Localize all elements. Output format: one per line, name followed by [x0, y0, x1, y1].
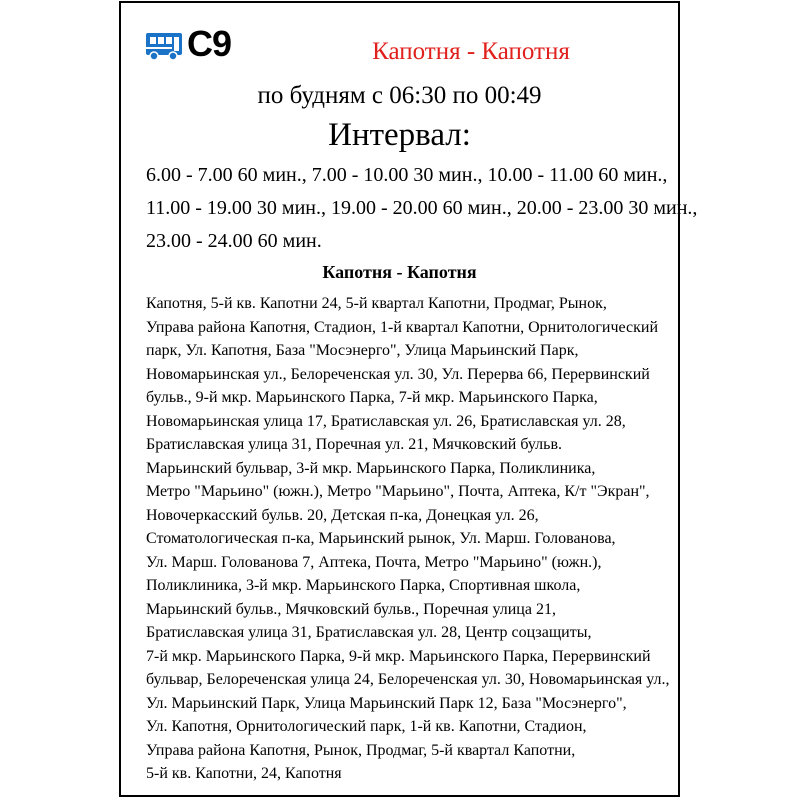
stop-line: бульв., 9-й мкр. Марьинского Парка, 7-й мкр. Марьинского Парка,: [146, 389, 598, 406]
bus-icon: [145, 30, 183, 62]
interval-line: 11.00 - 19.00 30 мин., 19.00 - 20.00 60 мин., 20.00 - 23.00 30 мин.,: [146, 197, 698, 219]
stop-line: Марьинский бульвар, 3-й мкр. Марьинского Парка, Поликлиника,: [146, 459, 596, 477]
stop-line: Марьинский бульв., Мячковский бульв., Поречная улица 21,: [146, 600, 556, 618]
stop-line: Ул. Марьинский Парк, Улица Марьинский Парк 12, База "Мосэнерго",: [146, 694, 627, 712]
stop-line: 7-й мкр. Марьинского Парка, 9-й мкр. Марьинского Парка, Перервинский: [146, 647, 651, 665]
stop-line: Новомарьинская ул., Белореченская ул. 30, Ул. Перерва 66, Перервинский: [146, 365, 650, 383]
stop-line: Новомарьинская улица 17, Братиславская ул. 26, Братиславская ул. 28,: [146, 412, 626, 430]
interval-line: 6.00 - 7.00 60 мин., 7.00 - 10.00 30 мин., 10.00 - 11.00 60 мин.,: [146, 164, 668, 186]
stop-line: Братиславская улица 31, Поречная ул. 21, Мячковский бульв.: [146, 436, 563, 453]
stop-line: Управа района Капотня, Рынок, Продмаг, 5-й квартал Капотни,: [146, 741, 576, 759]
stop-line: Братиславская улица 31, Братиславская ул. 28, Центр соцзащиты,: [146, 624, 592, 641]
stop-line: 5-й кв. Капотни, 24, Капотня: [146, 765, 342, 782]
interval-list: [146, 159, 698, 258]
schedule-text: по будням с 06:30 по 00:49: [257, 82, 542, 109]
interval-line: 23.00 - 24.00 60 мин.: [146, 230, 322, 252]
stop-line: парк, Ул. Капотня, База "Мосэнерго", Улица Марьинский Парк,: [146, 342, 579, 359]
stop-line: Ул. Марш. Голованова 7, Аптека, Почта, Метро "Марьино" (южн.),: [146, 553, 602, 571]
stops-heading: Капотня - Капотня: [322, 262, 477, 282]
stop-line: Поликлиника, 3-й мкр. Марьинского Парка, Спортивная школа,: [146, 577, 581, 594]
stops-list: [146, 292, 676, 786]
stop-line: Ул. Капотня, Орнитологический парк, 1-й кв. Капотни, Стадион,: [146, 718, 587, 735]
stop-line: Новочеркасский бульв. 20, Детская п-ка, Донецкая ул. 26,: [146, 506, 539, 524]
route-number: С9: [187, 23, 232, 64]
interval-heading: Интервал:: [328, 117, 471, 153]
stop-line: Метро "Марьино" (южн.), Метро "Марьино", Почта, Аптека, К/т "Экран",: [146, 483, 650, 500]
route-title: Капотня - Капотня: [372, 38, 570, 65]
route-sign: [119, 1, 698, 797]
stop-line: Стоматологическая п-ка, Марьинский рынок, Ул. Марш. Голованова,: [146, 530, 616, 547]
stop-line: Управа района Капотня, Стадион, 1-й квартал Капотни, Орнитологический: [146, 318, 659, 336]
stop-line: Капотня, 5-й кв. Капотни 24, 5-й квартал Капотни, Продмаг, Рынок,: [146, 295, 607, 312]
stop-line: бульвар, Белореченская улица 24, Белореченская ул. 30, Новомарьинская ул.,: [146, 671, 670, 688]
